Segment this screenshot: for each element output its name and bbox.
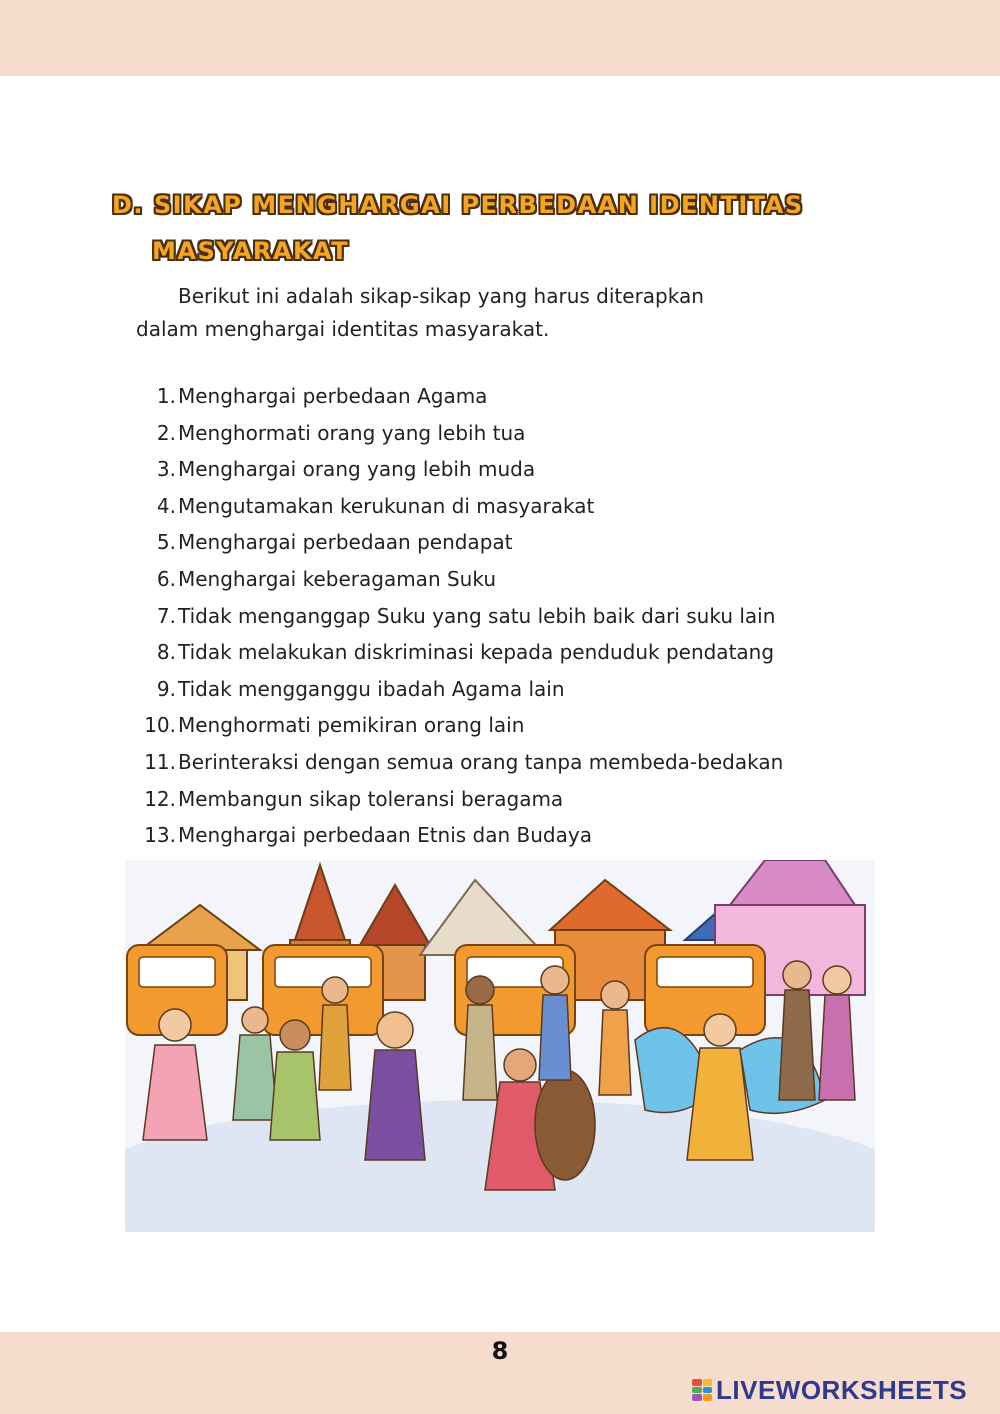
list-item-text: Menghormati pemikiran orang lain <box>178 713 525 738</box>
diversity-scene-art <box>125 860 875 1232</box>
list-item-number: 11. <box>144 749 176 774</box>
list-item-number: 3. <box>156 457 176 482</box>
liveworksheets-brand[interactable] <box>692 1375 967 1405</box>
list-item-text: Menghormati orang yang lebih tua <box>178 420 526 445</box>
list-item <box>136 817 856 854</box>
list-item-number: 5. <box>156 530 176 555</box>
list-item-number: 1. <box>156 384 176 408</box>
list-item-text: Tidak mengganggu ibadah Agama lain <box>178 676 565 701</box>
page-number: 8 <box>491 1337 509 1365</box>
liveworksheets-logo-icon <box>692 1379 712 1401</box>
intro-paragraph <box>136 280 836 346</box>
list-item-number: 2. <box>156 420 176 445</box>
intro-line-2: dalam menghargai identitas masyarakat. <box>136 317 550 341</box>
list-item-number: 7. <box>156 603 176 628</box>
list-item-text: Menghargai perbedaan Etnis dan Budaya <box>178 823 592 848</box>
section-heading <box>112 182 872 274</box>
header-band <box>0 0 1000 76</box>
list-item-number: 10. <box>144 713 176 738</box>
attitude-list <box>136 378 856 854</box>
list-item <box>136 524 856 561</box>
list-item-text: Menghargai perbedaan Agama <box>178 384 488 408</box>
list-item-text: Membangun sikap toleransi beragama <box>178 786 564 811</box>
heading-line-1: D. SIKAP MENGHARGAI PERBEDAAN IDENTITAS <box>112 191 804 219</box>
list-item-text: Berinteraksi dengan semua orang tanpa membeda-bedakan <box>178 749 784 774</box>
list-item <box>136 671 856 708</box>
list-item-text: Menghargai keberagaman Suku <box>178 566 496 591</box>
list-item <box>136 744 856 781</box>
list-item-text: Tidak melakukan diskriminasi kepada penduduk pendatang <box>178 640 775 665</box>
list-item-number: 12. <box>144 786 176 811</box>
list-item <box>136 561 856 598</box>
intro-line-1: Berikut ini adalah sikap-sikap yang harus diterapkan <box>178 284 704 308</box>
list-item <box>136 378 856 415</box>
list-item-text: Tidak menganggap Suku yang satu lebih baik dari suku lain <box>178 603 776 628</box>
list-item <box>136 634 856 671</box>
list-item <box>136 598 856 635</box>
list-item-number: 9. <box>156 676 176 701</box>
list-item-number: 6. <box>156 566 176 591</box>
list-item <box>136 415 856 452</box>
list-item-text: Menghargai perbedaan pendapat <box>178 530 513 555</box>
list-item-number: 13. <box>144 823 176 848</box>
cultural-diversity-illustration <box>125 860 875 1232</box>
list-item <box>136 451 856 488</box>
list-item <box>136 488 856 525</box>
heading-line-2: MASYARAKAT <box>152 237 350 265</box>
list-item-number: 4. <box>156 493 176 518</box>
list-item <box>136 781 856 818</box>
brand-text: LIVEWORKSHEETS <box>716 1374 968 1405</box>
list-item-text: Menghargai orang yang lebih muda <box>178 457 536 482</box>
list-item-number: 8. <box>156 640 176 665</box>
list-item-text: Mengutamakan kerukunan di masyarakat <box>178 493 595 518</box>
list-item <box>136 707 856 744</box>
